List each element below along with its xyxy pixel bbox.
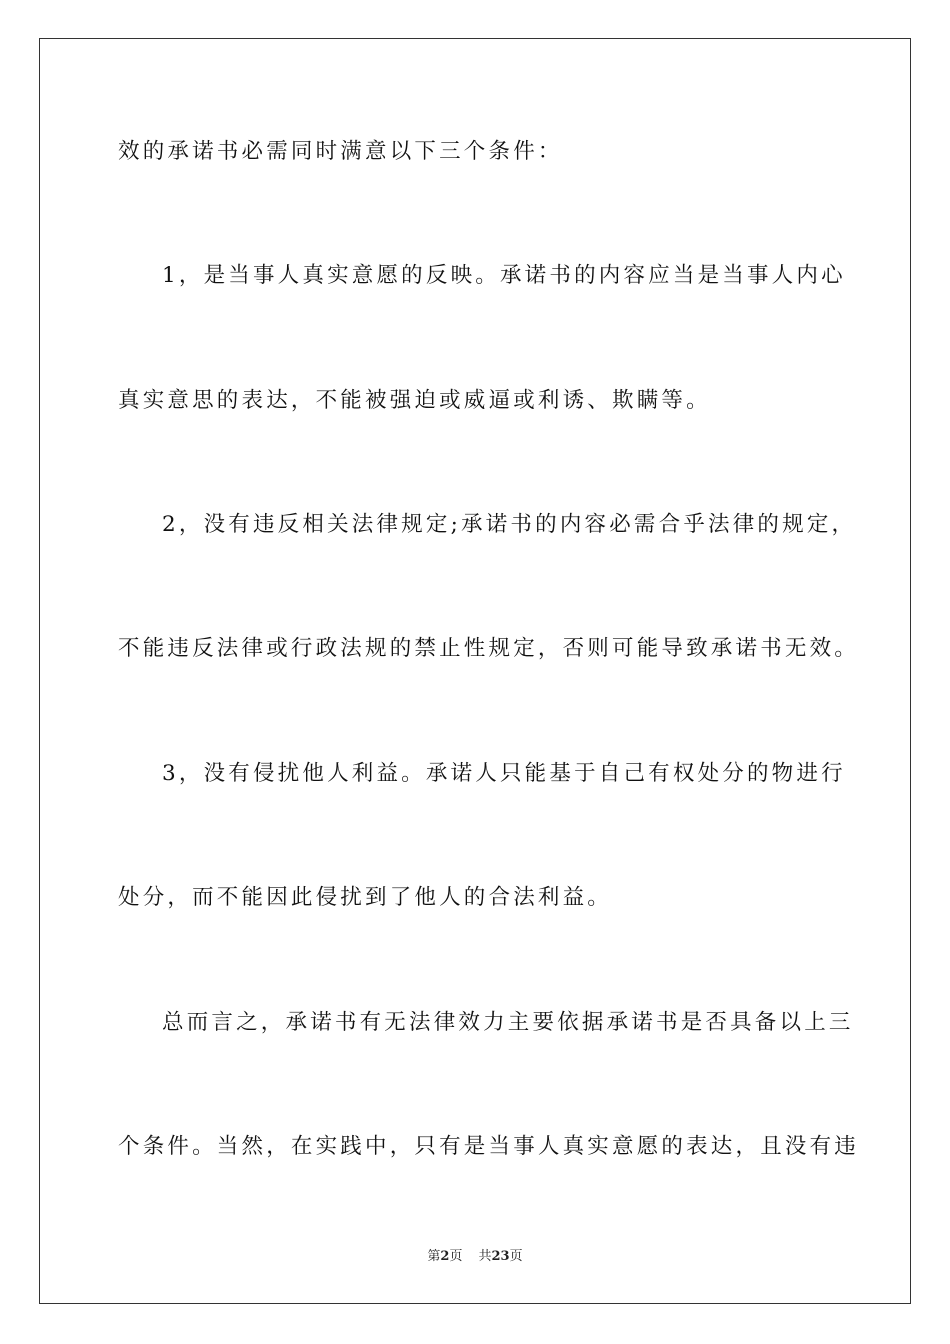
- text-line-9: 个条件。当然，在实践中，只有是当事人真实意愿的表达，且没有违: [118, 1134, 860, 1159]
- footer-page-number: 2: [440, 1249, 450, 1264]
- text-line-3: 真实意思的表达，不能被强迫或威逼或利诱、欺瞒等。: [118, 388, 711, 413]
- page-footer: [0, 1248, 950, 1266]
- text-line-4: 2，没有违反相关法律规定;承诺书的内容必需合乎法律的规定，: [162, 512, 857, 537]
- footer-total-prefix: 共: [478, 1249, 492, 1264]
- footer-total-suffix: 页: [509, 1249, 523, 1264]
- text-line-7: 处分，而不能因此侵扰到了他人的合法利益。: [118, 885, 613, 910]
- text-line-1: 效的承诺书必需同时满意以下三个条件：: [118, 139, 563, 164]
- page-border: [39, 38, 911, 1304]
- text-line-5: 不能违反法律或行政法规的禁止性规定，否则可能导致承诺书无效。: [118, 636, 860, 661]
- footer-page-prefix: 第: [427, 1249, 441, 1264]
- text-line-6: 3，没有侵扰他人利益。承诺人只能基于自己有权处分的物进行: [162, 761, 846, 786]
- text-line-2: 1，是当事人真实意愿的反映。承诺书的内容应当是当事人内心: [162, 263, 846, 288]
- footer-page-suffix: 页: [449, 1249, 463, 1264]
- text-line-8: 总而言之，承诺书有无法律效力主要依据承诺书是否具备以上三: [162, 1010, 854, 1035]
- footer-total-pages: 23: [491, 1249, 510, 1264]
